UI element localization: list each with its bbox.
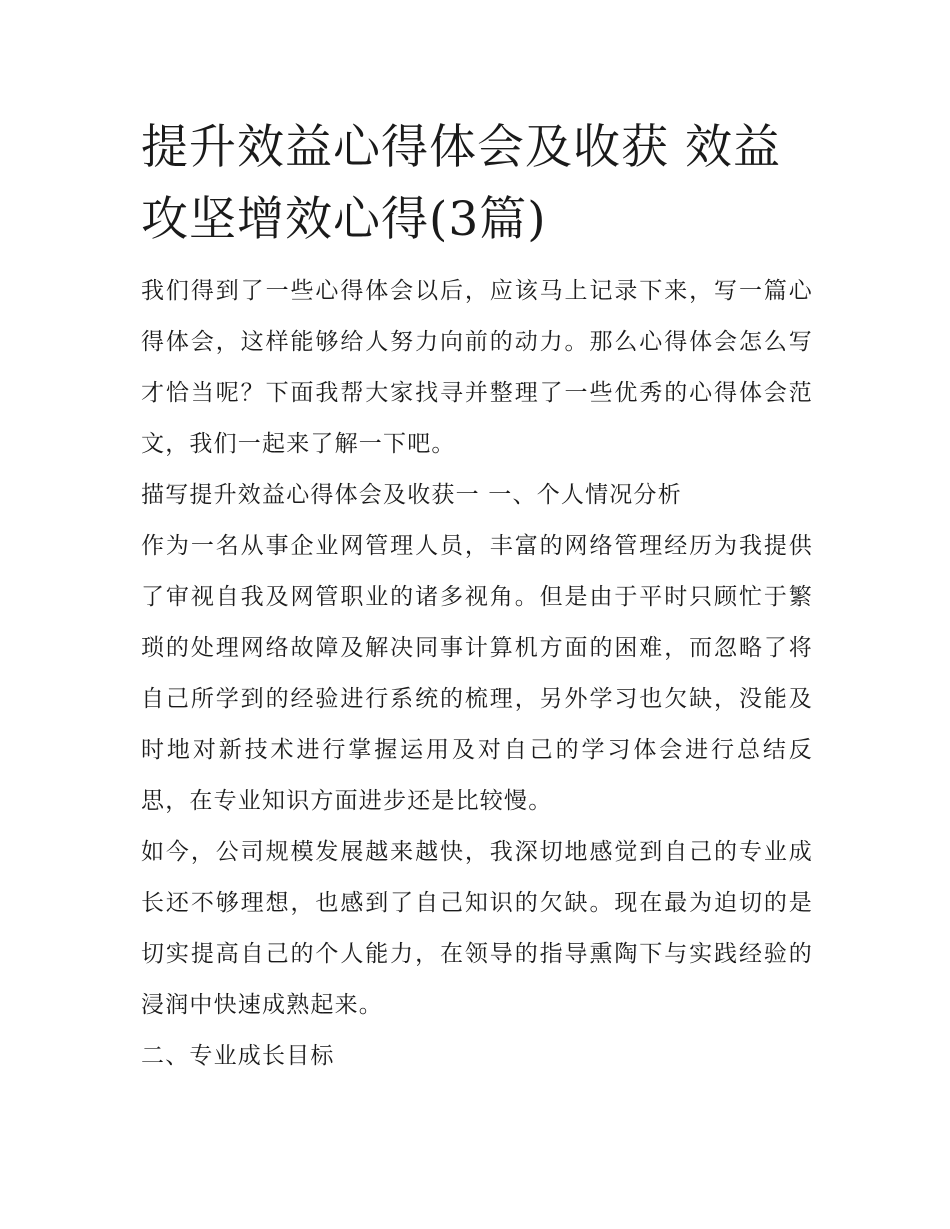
document-body bbox=[141, 266, 813, 1082]
document-page bbox=[141, 112, 813, 1082]
document-title: 提升效益心得体会及收获 效益攻坚增效心得(3篇) bbox=[141, 120, 781, 247]
section-heading-1: 描写提升效益心得体会及收获一 一、个人情况分析 bbox=[141, 482, 682, 508]
intro-paragraph: 我们得到了一些心得体会以后，应该马上记录下来，写一篇心得体会，这样能够给人努力向前的动力。那么心得体会怎么写才恰当呢？下面我帮大家找寻并整理了一些优秀的心得体会范文，我们一起来了解一下吧。 bbox=[141, 278, 813, 457]
body-paragraph-1: 作为一名从事企业网管理人员，丰富的网络管理经历为我提供了审视自我及网管职业的诸多视角。但是由于平时只顾忙于繁琐的处理网络故障及解决同事计算机方面的困难，而忽略了将自己所学到的经验进行系统的梳理，另外学习也欠缺，没能及时地对新技术进行掌握运用及对自己的学习体会进行总结反思，在专业知识方面进步还是比较慢。 bbox=[141, 533, 813, 814]
body-paragraph-2: 如今，公司规模发展越来越快，我深切地感觉到自己的专业成长还不够理想，也感到了自己知识的欠缺。现在最为迫切的是切实提高自己的个人能力，在领导的指导熏陶下与实践经验的浸润中快速成熟起来。 bbox=[141, 839, 813, 1018]
section-heading-2: 二、专业成长目标 bbox=[141, 1043, 335, 1069]
